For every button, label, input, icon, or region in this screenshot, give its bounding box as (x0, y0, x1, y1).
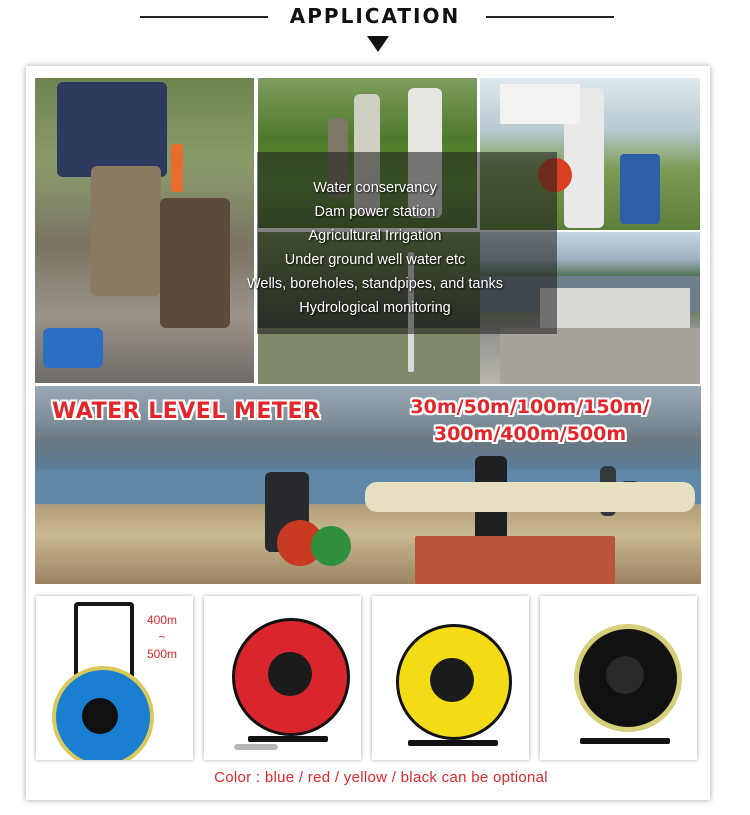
application-item: Wells, boreholes, standpipes, and tanks (246, 276, 504, 292)
down-arrow-icon (367, 36, 389, 52)
length-bottom: 500m (146, 647, 178, 661)
application-item: Water conservancy (313, 180, 437, 196)
range-line-1: 30m/50m/100m/150m/ (410, 396, 650, 418)
application-item: Agricultural Irrigation (308, 228, 442, 244)
length-sep: ~ (158, 630, 166, 644)
color-options-note: Color : blue / red / yellow / black can be optional (214, 769, 548, 786)
product-card-red (204, 596, 361, 760)
reel-stand (248, 736, 328, 742)
reel-hub (430, 658, 474, 702)
product-card-black (540, 596, 697, 760)
application-item: Dam power station (314, 204, 436, 220)
product-card-yellow (372, 596, 529, 760)
cable-length-range (370, 394, 690, 448)
reel-stand (408, 740, 498, 746)
application-item: Hydrological monitoring (299, 300, 451, 316)
header-rule-right (486, 16, 614, 18)
range-line-2: 300m/400m/500m (433, 423, 627, 445)
probe (234, 744, 278, 750)
page-title: APPLICATION (289, 4, 461, 28)
application-item: Under ground well water etc (284, 252, 466, 268)
reel-hub (268, 652, 312, 696)
application-list (200, 176, 550, 320)
reel-hub (82, 698, 118, 734)
reel-stand (580, 738, 670, 744)
product-title: WATER LEVEL METER (52, 399, 321, 424)
cable-length-note (137, 612, 187, 663)
length-top: 400m (146, 613, 178, 627)
reel-hub (606, 656, 644, 694)
